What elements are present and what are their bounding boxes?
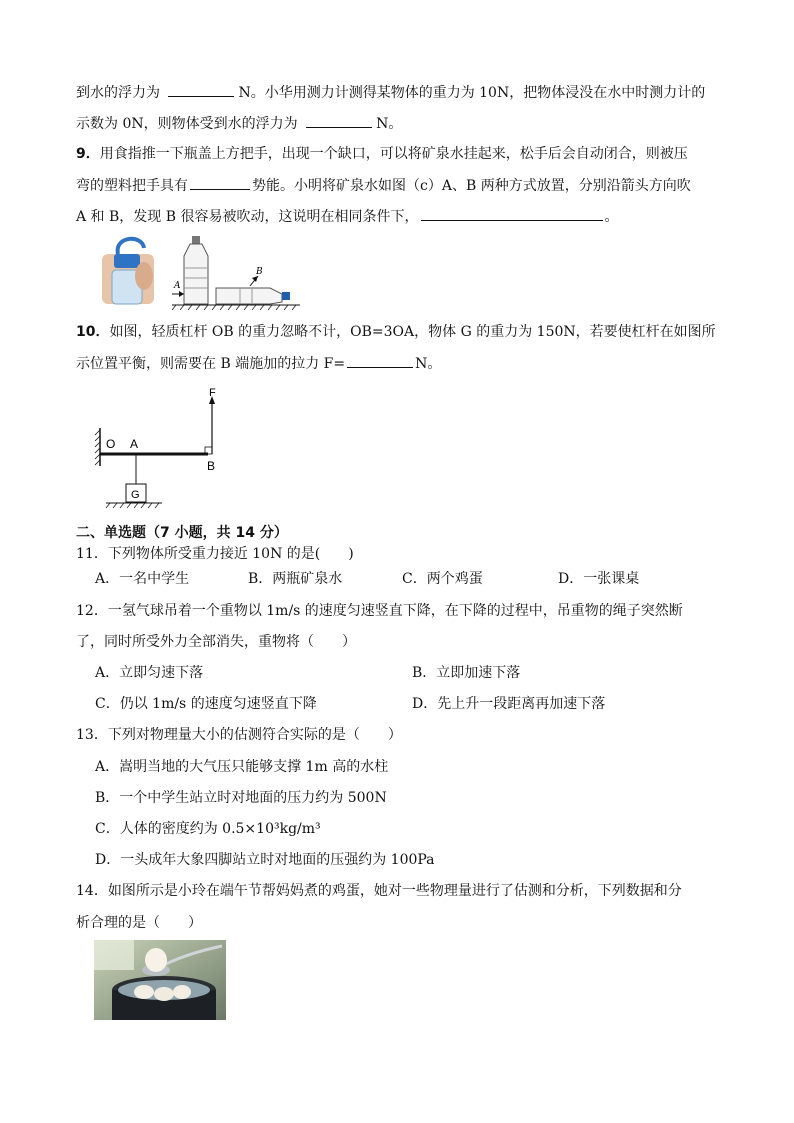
q11-option-c[interactable]: C．两个鸡蛋 bbox=[402, 571, 483, 587]
q10-text: N。 bbox=[415, 356, 442, 372]
egg bbox=[173, 985, 191, 999]
q10-text: 示位置平衡，则需要在 B 端施加的拉力 F= bbox=[76, 356, 346, 372]
bottle-b bbox=[216, 288, 282, 304]
q9-text: 弯的塑料把手具有 bbox=[76, 178, 188, 194]
egg bbox=[154, 987, 174, 1001]
answer-blank[interactable] bbox=[306, 113, 372, 128]
answer-blank[interactable] bbox=[421, 206, 603, 221]
q11-option-d[interactable]: D．一张课桌 bbox=[558, 571, 640, 587]
q11-option-b[interactable]: B．两瓶矿泉水 bbox=[248, 571, 343, 587]
label-a: A bbox=[174, 281, 181, 291]
q9-text: 势能。小明将矿泉水如图（c）A、B 两种方式放置，分别沿箭头方向吹 bbox=[252, 178, 691, 194]
q11-option-a[interactable]: A．一名中学生 bbox=[95, 571, 190, 587]
q12-option-c[interactable]: C．仍以 1m/s 的速度匀速竖直下降 bbox=[95, 696, 317, 712]
finger bbox=[135, 262, 153, 290]
bottle-a bbox=[184, 244, 208, 304]
label-b: B bbox=[256, 267, 263, 277]
question-number: 10． bbox=[76, 324, 110, 340]
q12-option-d[interactable]: D．先上升一段距离再加速下落 bbox=[412, 696, 606, 712]
q9-line-3 bbox=[76, 206, 619, 227]
q14-line-1: 14．如图所示是小玲在端午节帮妈妈煮的鸡蛋，她对一些物理量进行了估测和分析，下列数据和分 bbox=[76, 883, 682, 899]
q8-text: N。 bbox=[376, 116, 403, 132]
q14-line-2: 析合理的是（ ） bbox=[76, 915, 202, 931]
hook-handle bbox=[118, 239, 144, 254]
q10-line-1 bbox=[76, 322, 716, 342]
egg bbox=[134, 985, 154, 999]
bottle-b-cap bbox=[282, 292, 290, 300]
lever-diagram bbox=[92, 386, 232, 512]
q13-option-b[interactable]: B．一个中学生站立时对地面的压力约为 500N bbox=[95, 790, 387, 806]
label-f: F bbox=[209, 387, 216, 399]
q12-line-1: 12．一氢气球吊着一个重物以 1m/s 的速度匀速竖直下降，在下降的过程中，吊重物的绳子突然断 bbox=[76, 603, 683, 619]
q12-line-2: 了，同时所受外力全部消失，重物将（ ） bbox=[76, 634, 356, 650]
answer-blank[interactable] bbox=[190, 175, 250, 190]
q12-option-b[interactable]: B．立即加速下落 bbox=[412, 665, 521, 681]
answer-blank[interactable] bbox=[168, 82, 234, 97]
section-title: 二、单选题（7 小题，共 14 分） bbox=[76, 525, 288, 541]
q8-line-1 bbox=[76, 82, 705, 103]
lever-figure bbox=[92, 386, 232, 512]
q9-figure bbox=[100, 232, 300, 312]
eggs-photo bbox=[94, 940, 226, 1020]
bottle-a-cap bbox=[192, 236, 200, 244]
question-number: 9． bbox=[76, 146, 100, 162]
q11-stem: 11．下列物体所受重力接近 10N 的是( ) bbox=[76, 546, 354, 562]
q12-option-a[interactable]: A．立即匀速下落 bbox=[95, 665, 204, 681]
q10-text: 如图，轻质杠杆 OB 的重力忽略不计，OB=3OA，物体 G 的重力为 150N，若要使杠杆在如图所 bbox=[109, 324, 716, 340]
q9-text: 用食指推一下瓶盖上方把手，出现一个缺口，可以将矿泉水挂起来，松手后会自动闭合，则被压 bbox=[99, 146, 688, 162]
q8-text: 到水的浮力为 bbox=[76, 85, 160, 101]
eggs-pot-illustration bbox=[94, 940, 226, 1020]
label-g: G bbox=[131, 489, 140, 501]
q13-option-a[interactable]: A．嵩明当地的大气压只能够支撑 1m 高的水柱 bbox=[95, 759, 389, 775]
label-o: O bbox=[106, 437, 116, 451]
bottle-cap-photo bbox=[114, 254, 140, 268]
q13-stem: 13．下列对物理量大小的估测符合实际的是（ ） bbox=[76, 727, 402, 743]
answer-blank[interactable] bbox=[347, 353, 413, 368]
q13-option-c[interactable]: C．人体的密度约为 0.5×10³kg/m³ bbox=[95, 821, 321, 837]
label-b: B bbox=[207, 459, 216, 473]
q9-line-2 bbox=[76, 175, 691, 196]
q8-text: N。小华用测力计测得某物体的重力为 10N，把物体浸没在水中时测力计的 bbox=[238, 85, 706, 101]
q10-line-2 bbox=[76, 353, 441, 374]
q9-text: 。 bbox=[604, 209, 619, 225]
label-a: A bbox=[130, 437, 139, 451]
egg-on-spoon bbox=[145, 948, 167, 972]
q9-line-1 bbox=[76, 144, 688, 164]
q13-option-d[interactable]: D．一头成年大象四脚站立时对地面的压强约为 100Pa bbox=[95, 852, 435, 868]
bottle-figure bbox=[100, 232, 300, 312]
q9-text: A 和 B，发现 B 很容易被吹动，这说明在相同条件下， bbox=[76, 209, 419, 225]
q8-line-2 bbox=[76, 113, 402, 134]
q8-text: 示数为 0N，则物体受到水的浮力为 bbox=[76, 116, 298, 132]
